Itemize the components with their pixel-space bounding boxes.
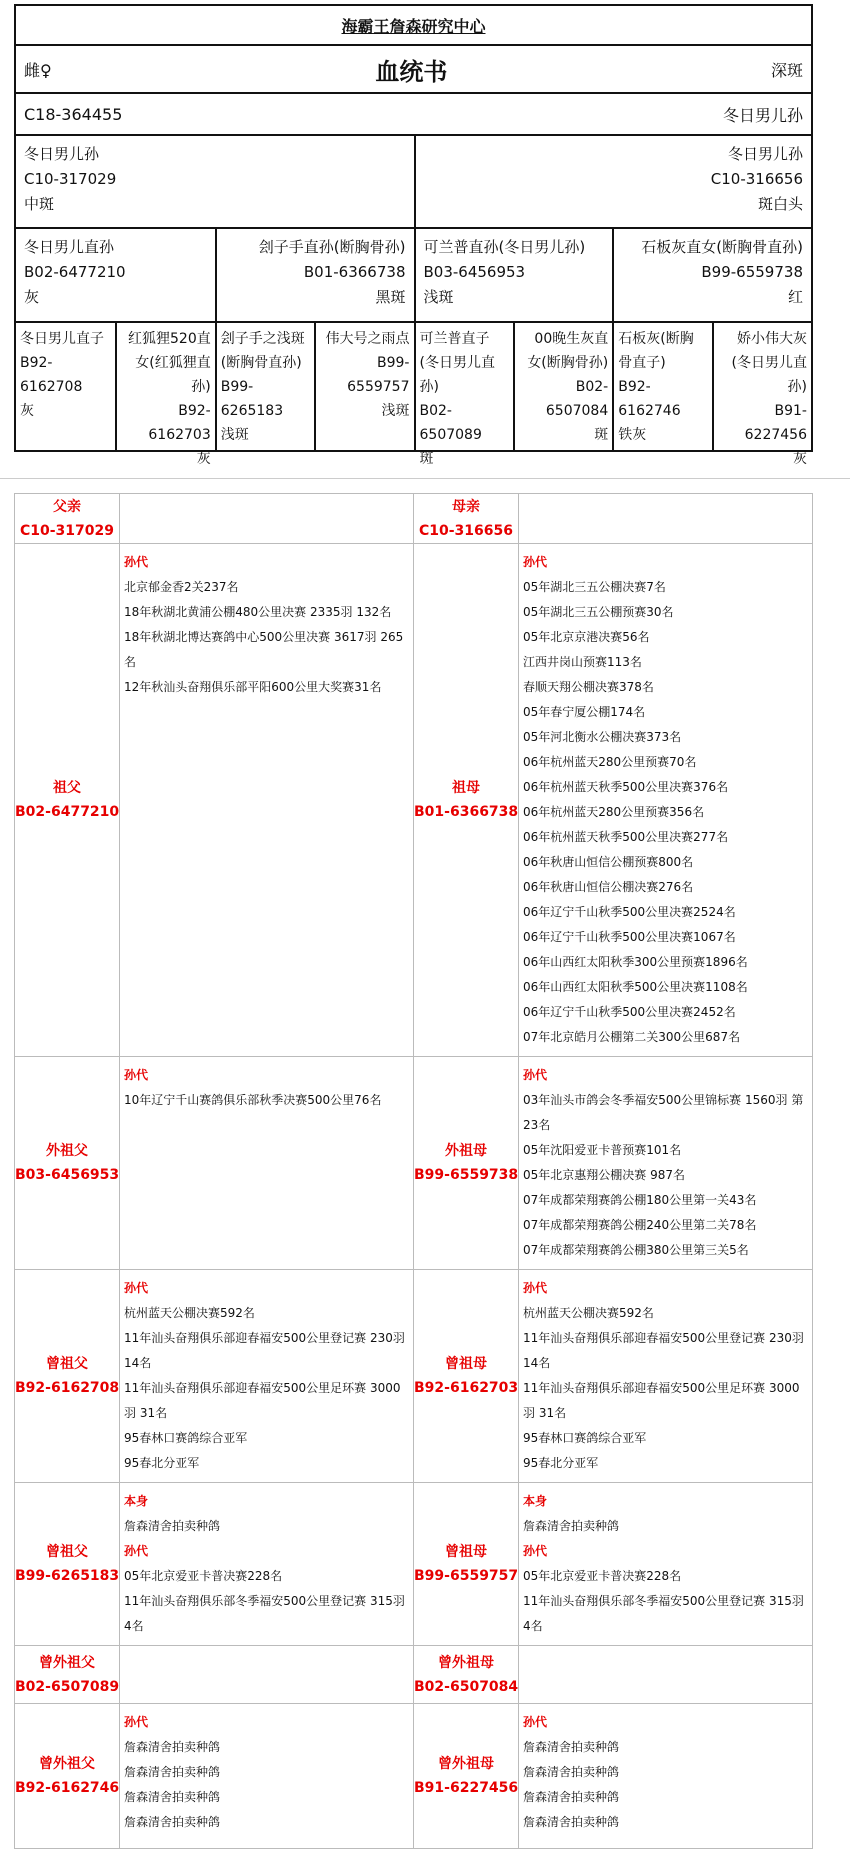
bird-line: B91-6227456 [744, 403, 807, 443]
bird-color: 红 [787, 288, 803, 306]
result-item: 春顺天翔公棚决赛378名 [523, 680, 654, 694]
bird-color: 中斑 [24, 195, 55, 213]
parent-cell [414, 136, 812, 227]
bird-ring: B01-6366738 [303, 263, 406, 281]
ancestor-label [414, 494, 519, 544]
ancestor-role: 曾祖父 [46, 1544, 88, 1560]
result-item: 06年秋唐山恒信公棚决赛276名 [523, 880, 694, 894]
grandparents-row [16, 229, 811, 323]
ancestor-role: 母亲 [452, 498, 480, 515]
result-item: 詹森清舍拍卖种鸽 [523, 1815, 620, 1829]
ancestor-ring: B01-6366738 [414, 804, 519, 820]
bird-name: 石板灰直女(断胸骨直孙) [641, 238, 803, 256]
ancestor-ring: B99-6559757 [414, 1568, 519, 1584]
results-row [15, 1483, 813, 1646]
result-item: 11年汕头奋翔俱乐部迎春福安500公里足环赛 3000羽 31名 [523, 1381, 800, 1420]
bird-line: 女(红狐狸直 [135, 355, 211, 371]
result-item: 06年山西红太阳秋季300公里预赛1896名 [523, 955, 748, 969]
result-item: 95春北分亚军 [124, 1456, 200, 1470]
ancestor-results [519, 494, 813, 544]
result-item: 11年汕头奋翔俱乐部迎春福安500公里登记赛 230羽 14名 [124, 1331, 405, 1370]
section-divider [0, 478, 850, 479]
results-row [15, 544, 813, 1057]
result-item: 18年秋湖北黄浦公棚480公里决赛 2335羽 132名 [124, 605, 392, 619]
sex-label: 雌♀ [24, 60, 52, 80]
ancestor-ring: B99-6265183 [15, 1568, 120, 1584]
bird-name: 冬日男儿孙 [24, 145, 100, 163]
great-grandparent-cell [612, 323, 711, 450]
ancestor-label [414, 1483, 519, 1646]
bird-line: 灰 [793, 451, 807, 467]
bird-color: 斑白头 [757, 195, 803, 213]
result-item: 江西井岗山预赛113名 [523, 655, 642, 669]
ancestor-role: 祖母 [452, 780, 480, 796]
bird-line: (冬日男儿直 [419, 355, 495, 371]
bird-line: 浅斑 [381, 403, 410, 419]
result-item: 詹森清舍拍卖种鸽 [124, 1790, 221, 1804]
bird-name: 可兰普直孙(冬日男儿孙) [423, 238, 586, 256]
result-item: 06年秋唐山恒信公棚预赛800名 [523, 855, 694, 869]
pedigree-chart [14, 4, 813, 467]
result-item: 詹森清舍拍卖种鸽 [523, 1765, 620, 1779]
bird-line: 斑 [419, 451, 434, 467]
bird-line: B02- [419, 403, 452, 419]
ancestor-role: 曾外祖父 [39, 1654, 95, 1671]
result-item: 詹森清舍拍卖种鸽 [124, 1519, 221, 1533]
bird-line: 石板灰(断胸 [618, 331, 694, 347]
result-item: 07年成都荣翔赛鸽公棚380公里第三关5名 [523, 1243, 749, 1257]
result-item: 詹森清舍拍卖种鸽 [523, 1519, 620, 1533]
ancestor-label [414, 1270, 519, 1483]
ancestor-label [15, 1704, 120, 1849]
result-item: 03年汕头市鸽会冬季福安500公里锦标赛 1560羽 第23名 [523, 1093, 804, 1132]
ancestor-role: 曾外祖母 [438, 1654, 494, 1671]
ancestor-label [15, 1646, 120, 1704]
center-name: 海霸王詹森研究中心 [341, 16, 486, 36]
ancestor-ring: B02-6477210 [15, 804, 120, 820]
bird-line: 孙) [787, 379, 807, 395]
bird-line: 6559757 [347, 379, 410, 395]
bird-line: 灰 [20, 403, 34, 419]
result-item: 95春林口赛鸽综合亚军 [523, 1431, 647, 1445]
bird-line: B99- [220, 379, 254, 395]
ancestor-results [120, 1270, 414, 1483]
ancestor-label [15, 1057, 120, 1270]
bird-line: 6162703 [148, 427, 211, 443]
bird-color: 灰 [24, 288, 40, 306]
bird-line: 00晚生灰直 [534, 331, 609, 347]
parent-cell [16, 136, 414, 227]
ancestor-label [414, 544, 519, 1057]
result-section-title: 孙代 [523, 1068, 548, 1082]
result-item: 05年春宁厦公棚174名 [523, 705, 646, 719]
result-item: 06年杭州蓝天秋季500公里决赛376名 [523, 780, 729, 794]
ancestor-label [15, 1270, 120, 1483]
results-row [15, 1704, 813, 1849]
ancestor-results [120, 1483, 414, 1646]
result-section-title: 孙代 [124, 1068, 149, 1082]
bird-line: 女(断胸骨孙) [527, 355, 609, 371]
great-grandparent-cell [414, 323, 513, 467]
bird-line: 6265183 [220, 403, 284, 419]
results-row [15, 1646, 813, 1704]
result-item: 11年汕头奋翔俱乐部冬季福安500公里登记赛 315羽 4名 [124, 1594, 405, 1633]
result-item: 11年汕头奋翔俱乐部迎春福安500公里登记赛 230羽 14名 [523, 1331, 804, 1370]
ancestor-label [414, 1704, 519, 1849]
ancestor-label [414, 1057, 519, 1270]
result-item: 07年成都荣翔赛鸽公棚240公里第二关78名 [523, 1218, 757, 1232]
result-section-title: 孙代 [523, 1544, 548, 1558]
ancestor-role: 曾祖父 [46, 1356, 88, 1372]
result-item: 07年成都荣翔赛鸽公棚180公里第一关43名 [523, 1193, 757, 1207]
bird-name: 冬日男儿直孙 [24, 238, 115, 256]
result-item: 05年湖北三五公棚预赛30名 [523, 605, 674, 619]
result-section-title: 本身 [124, 1494, 149, 1508]
ancestor-results [519, 544, 813, 1057]
ring-number: C18-364455 [24, 104, 123, 124]
result-item: 杭州蓝天公棚决赛592名 [523, 1306, 654, 1320]
bird-line: 刽子手之浅斑 [220, 331, 305, 347]
ancestor-ring: B91-6227456 [414, 1780, 519, 1796]
bird-line: B92- [20, 355, 53, 371]
ancestor-role: 外祖母 [445, 1143, 487, 1159]
bird-line: 孙) [191, 379, 211, 395]
result-section-title: 孙代 [523, 1715, 548, 1729]
ancestor-role: 曾外祖父 [39, 1756, 95, 1772]
bird-line: B99- [377, 355, 410, 371]
result-item: 詹森清舍拍卖种鸽 [124, 1815, 221, 1829]
bird-ring: B02-6477210 [24, 263, 126, 281]
result-item: 05年湖北三五公棚决赛7名 [523, 580, 666, 594]
result-item: 06年杭州蓝天秋季500公里决赛277名 [523, 830, 729, 844]
great-grandparent-cell [513, 323, 612, 450]
great-grandparent-cell [115, 323, 214, 467]
ancestor-results [519, 1270, 813, 1483]
great-grandparent-cell [314, 323, 413, 450]
results-row [15, 1270, 813, 1483]
result-item: 詹森清舍拍卖种鸽 [124, 1740, 221, 1754]
result-item: 杭州蓝天公棚决赛592名 [124, 1306, 255, 1320]
great-grandparent-cell [215, 323, 314, 450]
result-item: 詹森清舍拍卖种鸽 [523, 1790, 620, 1804]
result-item: 北京郁金香2关237名 [124, 580, 239, 594]
grandparent-cell [414, 229, 613, 321]
bird-line: 骨直子) [618, 355, 666, 371]
result-item: 05年北京京港决赛56名 [523, 630, 650, 644]
result-item: 06年辽宁千山秋季500公里决赛2452名 [523, 1005, 736, 1019]
bird-line: B02- [575, 379, 609, 395]
bird-line: 孙) [419, 379, 439, 395]
bird-color: 黑斑 [375, 288, 406, 306]
bird-line: 斑 [594, 427, 609, 443]
ancestor-ring: B03-6456953 [15, 1167, 120, 1183]
results-table [14, 493, 813, 1849]
result-item: 18年秋湖北博达赛鸽中心500公里决赛 3617羽 265名 [124, 630, 404, 669]
bird-line: B92- [618, 379, 651, 395]
result-section-title: 孙代 [124, 555, 149, 569]
grandparent-cell [16, 229, 215, 321]
ancestor-results [120, 494, 414, 544]
great-grandparents-row [16, 323, 811, 467]
ancestor-role: 曾祖母 [445, 1544, 487, 1560]
document-title: 血统书 [375, 57, 448, 86]
bird-line: 6507084 [545, 403, 609, 419]
ancestor-results [120, 544, 414, 1057]
result-section-title: 孙代 [124, 1544, 149, 1558]
result-item: 11年汕头奋翔俱乐部迎春福安500公里足环赛 3000羽 31名 [124, 1381, 401, 1420]
color-label: 深斑 [770, 60, 803, 80]
result-item: 07年北京皓月公棚第二关300公里687名 [523, 1030, 741, 1044]
result-item: 06年杭州蓝天280公里预赛356名 [523, 805, 705, 819]
ancestor-label [15, 494, 120, 544]
result-item: 05年河北衡水公棚决赛373名 [523, 730, 682, 744]
bird-line: 红狐狸520直 [128, 331, 211, 347]
result-item: 05年北京爱亚卡普决赛228名 [523, 1569, 682, 1583]
ancestor-ring: B92-6162703 [414, 1380, 519, 1396]
bird-line: 6507089 [419, 427, 482, 443]
bird-line: 灰 [196, 451, 211, 467]
result-section-title: 孙代 [124, 1281, 149, 1295]
results-row [15, 1057, 813, 1270]
bird-line: 浅斑 [220, 427, 249, 443]
ancestor-ring: B92-6162708 [15, 1380, 120, 1396]
result-item: 詹森清舍拍卖种鸽 [124, 1765, 221, 1779]
bird-line: 娇小伟大灰 [737, 331, 807, 347]
bird-line: (冬日男儿直 [731, 355, 807, 371]
ancestor-role: 曾祖母 [445, 1356, 487, 1372]
bird-line: (断胸骨直孙) [220, 355, 302, 371]
ancestor-label [15, 544, 120, 1057]
bird-line: 可兰普直子 [419, 331, 490, 347]
result-section-title: 本身 [523, 1494, 548, 1508]
result-section-title: 孙代 [523, 1281, 548, 1295]
parents-row [16, 136, 811, 229]
title-row [16, 6, 811, 46]
bird-ring: B99-6559738 [701, 263, 803, 281]
bird-line: 6162708 [20, 379, 83, 395]
ancestor-ring: B02-6507084 [414, 1678, 519, 1695]
result-item: 10年辽宁千山赛鸽俱乐部秋季决赛500公里76名 [124, 1093, 382, 1107]
result-item: 06年辽宁千山秋季500公里决赛1067名 [523, 930, 736, 944]
ancestor-results [519, 1057, 813, 1270]
ring-row [16, 94, 811, 136]
bird-name: 刽子手直孙(断胸骨孙) [258, 238, 406, 256]
bird-line: 冬日男儿直子 [20, 331, 104, 347]
ancestor-role: 父亲 [53, 498, 81, 515]
results-row [15, 494, 813, 544]
ancestor-results [519, 1646, 813, 1704]
bird-line: 6162746 [618, 403, 681, 419]
result-item: 95春北分亚军 [523, 1456, 599, 1470]
result-item: 06年杭州蓝天280公里预赛70名 [523, 755, 697, 769]
result-item: 05年北京爱亚卡普决赛228名 [124, 1569, 283, 1583]
result-item: 12年秋汕头奋翔俱乐部平阳600公里大奖赛31名 [124, 680, 382, 694]
ancestor-ring: B02-6507089 [15, 1678, 120, 1695]
ancestor-results [120, 1704, 414, 1849]
result-item: 06年山西红太阳秋季500公里决赛1108名 [523, 980, 748, 994]
result-section-title: 孙代 [523, 555, 548, 569]
ancestor-ring: B99-6559738 [414, 1167, 519, 1183]
great-grandparent-cell [712, 323, 811, 467]
bird-ring: C10-317029 [24, 170, 117, 188]
grandparent-cell [215, 229, 414, 321]
great-grandparent-cell [16, 323, 115, 450]
bird-color: 浅斑 [423, 288, 454, 306]
bird-ring: C10-316656 [710, 170, 803, 188]
ancestor-role: 曾外祖母 [438, 1756, 494, 1772]
ancestor-label [15, 1483, 120, 1646]
ancestor-ring: C10-316656 [418, 522, 513, 539]
lineage-label: 冬日男儿孙 [722, 105, 803, 125]
bird-line: 伟大号之雨点 [325, 331, 410, 347]
bird-name: 冬日男儿孙 [727, 145, 803, 163]
result-item: 05年沈阳爱亚卡普预赛101名 [523, 1143, 682, 1157]
bird-ring: B03-6456953 [423, 263, 526, 281]
bird-line: 铁灰 [618, 427, 647, 443]
ancestor-label [414, 1646, 519, 1704]
ancestor-ring: B92-6162746 [15, 1780, 120, 1796]
grandparent-cell [612, 229, 811, 321]
ancestor-role: 祖父 [53, 780, 81, 796]
ancestor-results [519, 1704, 813, 1849]
ancestor-results [120, 1057, 414, 1270]
ancestor-ring: C10-317029 [19, 522, 114, 539]
result-item: 詹森清舍拍卖种鸽 [523, 1740, 620, 1754]
ancestor-results [519, 1483, 813, 1646]
ancestor-role: 外祖父 [46, 1143, 88, 1159]
bird-line: B92- [178, 403, 211, 419]
result-section-title: 孙代 [124, 1715, 149, 1729]
result-item: 95春林口赛鸽综合亚军 [124, 1431, 248, 1445]
result-item: 06年辽宁千山秋季500公里决赛2524名 [523, 905, 736, 919]
ancestor-results [120, 1646, 414, 1704]
name-row [16, 46, 811, 94]
result-item: 11年汕头奋翔俱乐部冬季福安500公里登记赛 315羽 4名 [523, 1594, 804, 1633]
result-item: 05年北京惠翔公棚决赛 987名 [523, 1168, 685, 1182]
